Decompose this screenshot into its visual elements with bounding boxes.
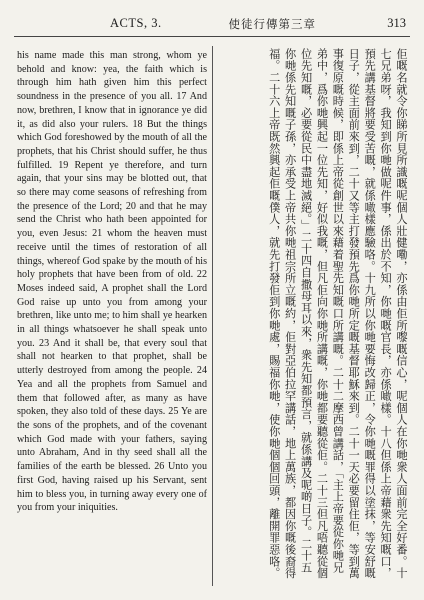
page-number: 313 [387,16,406,30]
book-page [14,14,410,586]
header-rule [14,36,410,37]
chinese-column-text: 佢嘅名就令你睇所見所識嘅呢個人壯健嘞，亦係由佢所嚟嘅信心，呢個人在你哋衆人面前完全好番。十七兄弟呀，我知到你哋做呢件事，係出於不知，你哋嘅官長，亦係噉樣。十八但係上帝藉衆先知嘅口，預先講基督將要受苦嘅，就係噉樣應驗咯。十九所以你哋要悔改歸正，令你哋嘅罪得以塗抹，等安舒嘅日子，從主面前來到，二十又等主打發預先爲你哋所定嘅基督耶穌來到。二十一天必要留住佢，等到萬事復原嘅時候，即係上帝從創世以來藉着聖先知嘅口所講嘅。二十二摩西曾講話，「主上帝要從你哋兄弟中，爲你哋興起一位先知，好似我嘅，但凡佢向你哋所講嘅，你哋都要聽從佢。二十三但凡唔聽從個位先知嘅，必要從民中盡地滅絕。」二十四自撒母耳以來，衆先知都預言，就係講及呢啲日子。二十五你哋係先知嘅子孫，亦承受上帝共你哋祖宗所立嘅約，佢對亞伯拉罕講話，地上萬族，都因你嘅後裔得福。二十六上帝既然興起佢嘅僕人，就先打發佢到你哋處，賜福你哋，使你哋個個回頭，離開罪惡咯。 [267,48,408,579]
page-header [14,14,410,38]
chinese-chapter-heading: 使徒行傳第三章 [228,19,316,31]
english-column-text: his name made this man strong, whom ye behold and know: yea, the faith which is through him hath given him this perfect soundness in the presence of you all. 17 And now, brethren, I know that in ignorance ye did it, as did also your rulers. 18 But the things which God foreshowed by the mouth of all the prophets, that his Christ should suffer, he thus fulfilled. 19 Repent ye therefore, and turn again, that your sins may be blotted out, that so there may come seasons of refreshing from the presence of the Lord; 20 and that he may send the Christ who hath been appointed for you, even Jesus: 21 whom the heaven must receive until the times of restoration of all things, whereof God spake by the mouth of his holy prophets that have been from of old. 22 Moses indeed said, A prophet shall the Lord God raise up unto you from among your brethren, like unto me; to him shall ye hearken in all things whatsoever he shall speak unto you. 23 And it shall be, that every soul that shall not hearken to that prophet, shall be utterly destroyed from among the people. 24 Yea and all the prophets from Samuel and them that followed after, as many as have spoken, they also told of these days. 25 Ye are the sons of the prophets, and of the covenant which God made with your fathers, saying unto Abraham, And in thy seed shall all the families of the earth be blessed. 26 Unto you first God, having raised up his Servant, sent him to bless you, in turning away every one of you from your iniquities. [17,50,207,514]
chapter-heading: ACTS, 3. [110,16,162,30]
column-divider [212,46,213,586]
